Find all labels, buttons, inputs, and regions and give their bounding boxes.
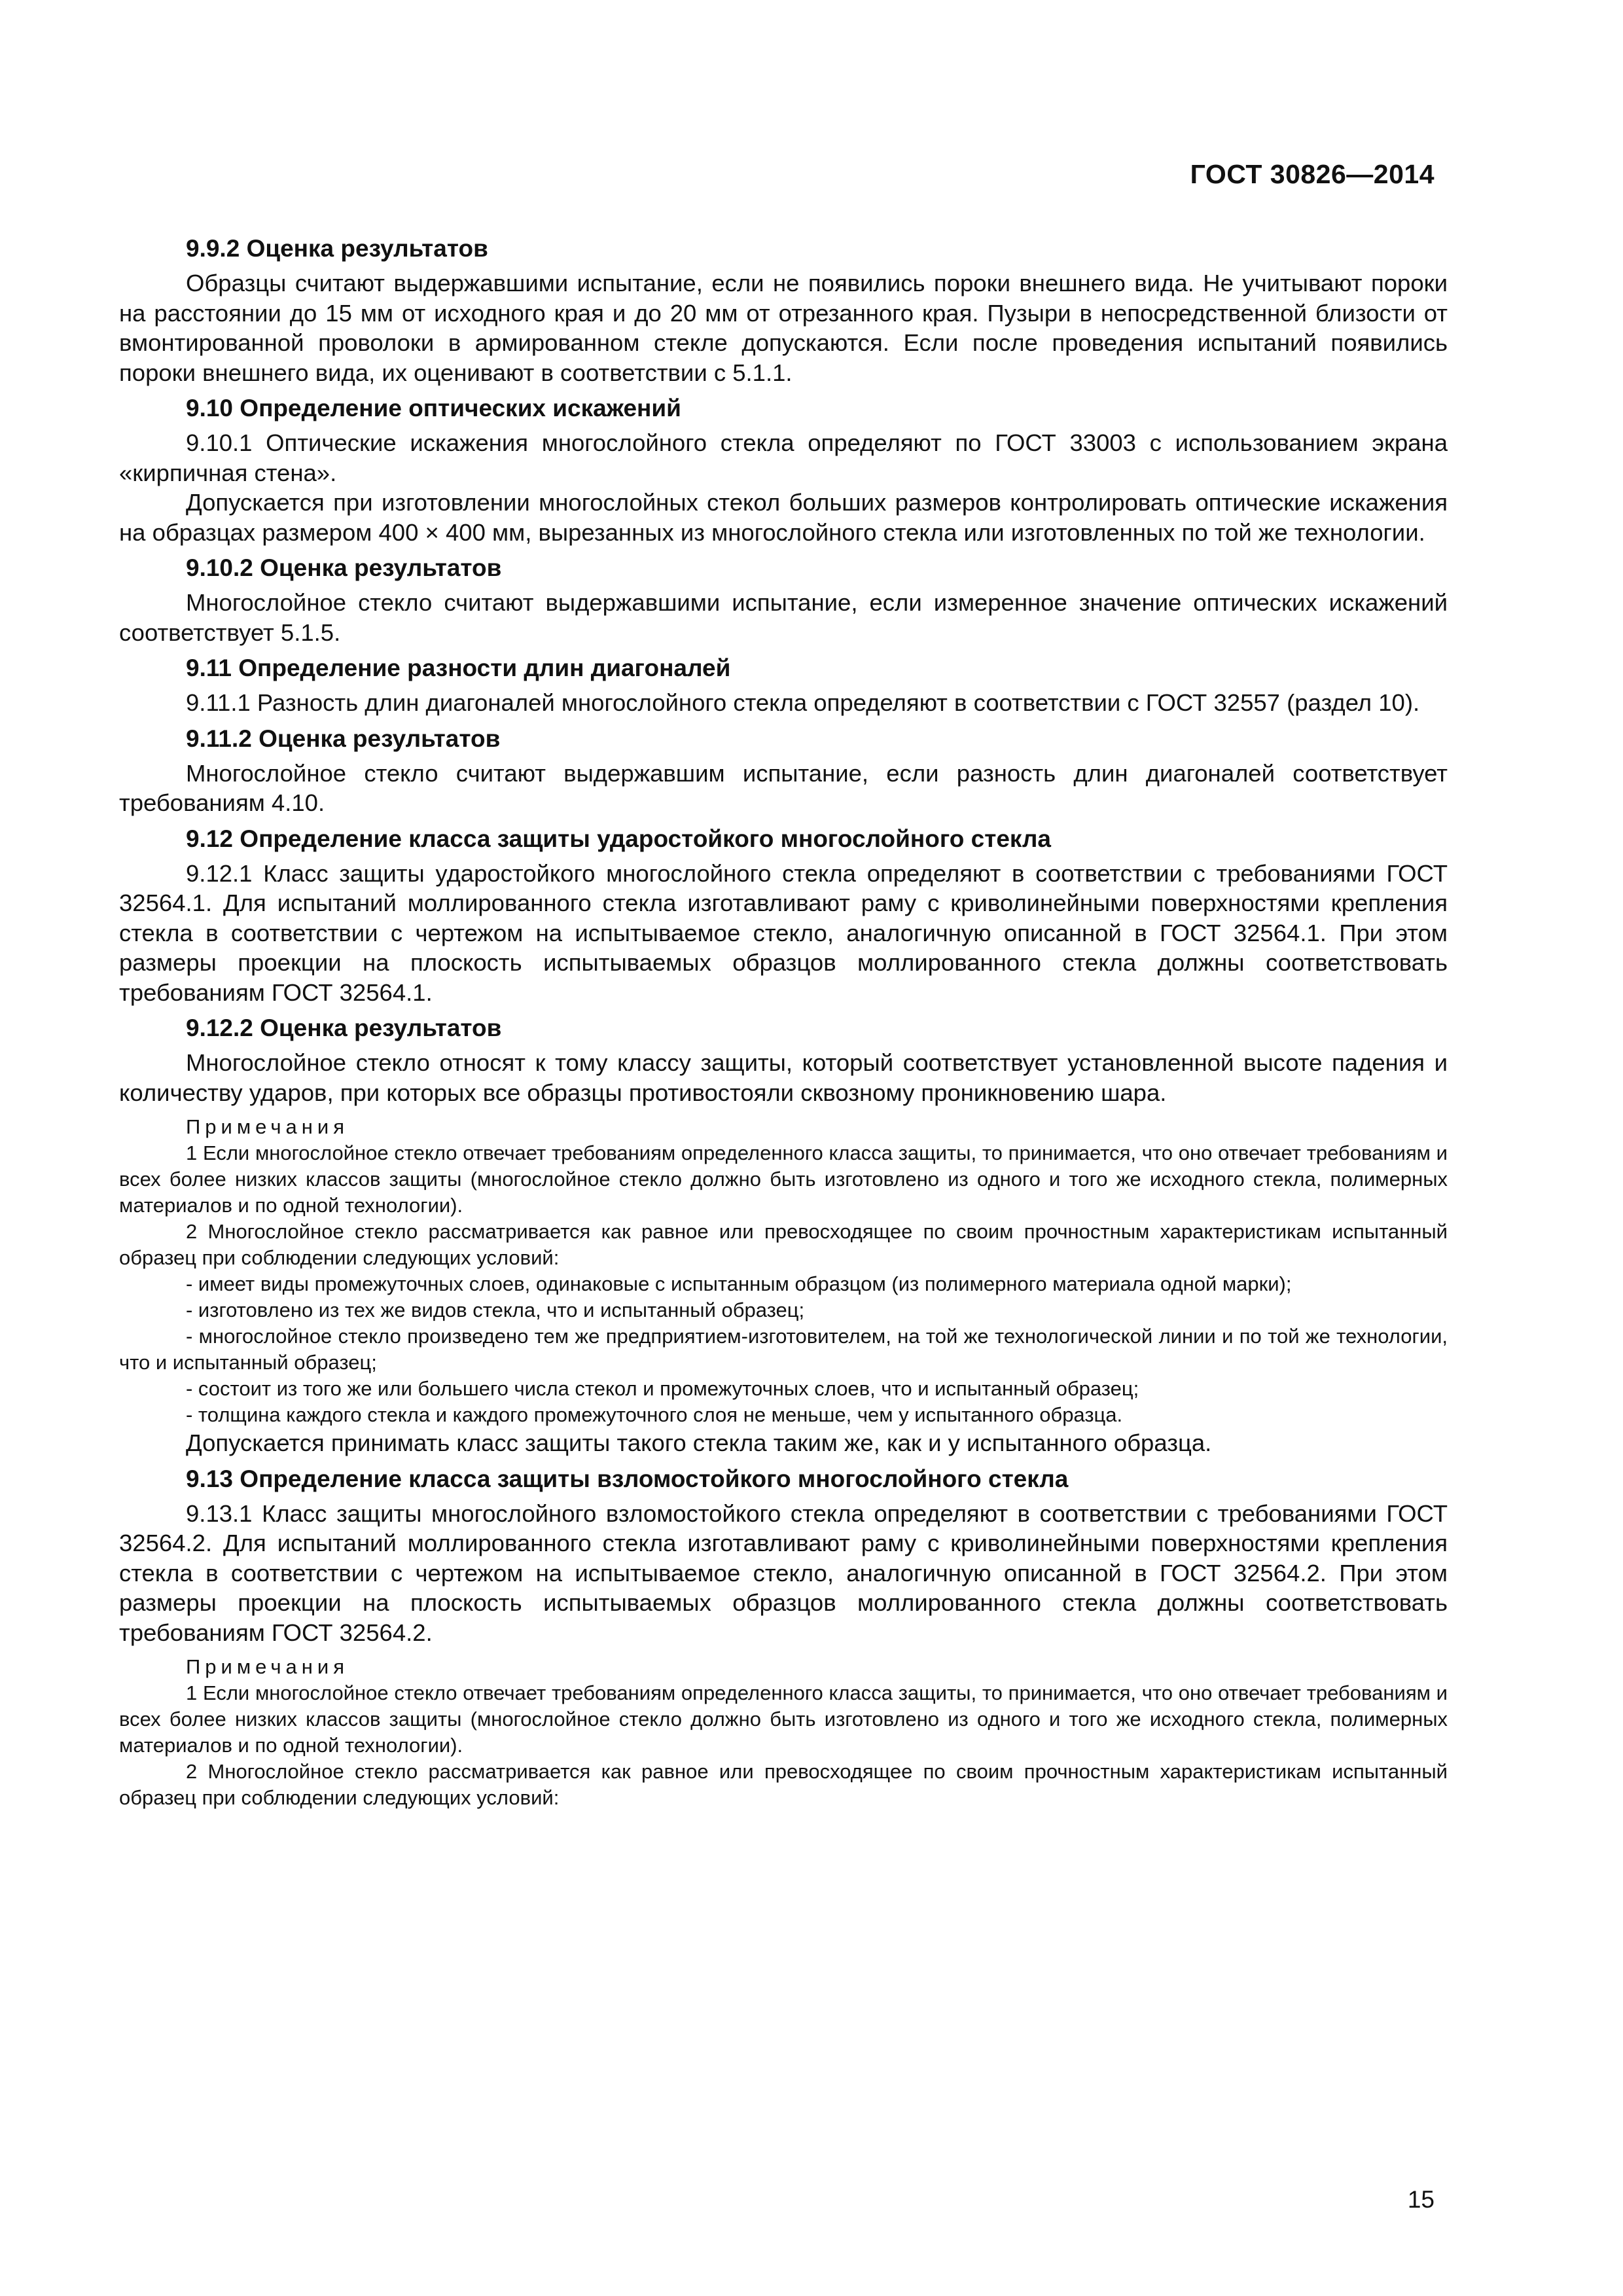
body-paragraph: Многослойное стекло относят к тому классу защиты, который соответствует установленной высоте падения и количеству ударов, при которых все образцы противостояли сквозному проникновению шара. [119,1049,1448,1106]
note-paragraph: - толщина каждого стекла и каждого промежуточного слоя не меньше, чем у испытанного образца. [186,1403,1123,1426]
section-heading: 9.13 Определение класса защиты взломостойкого многослойного стекла [186,1465,1069,1492]
body-paragraph: Образцы считают выдержавшими испытание, если не появились пороки внешнего вида. Не учитывают пороки на расстоянии до 15 мм от исходного края и до 20 мм от отрезанного края. Пузыри в непосредственной близости от вмонтированной проволоки в армированном стекле допускаются. Если после проведения испытаний появились пороки внешнего вида, их оценивают в соответствии с 5.1.1. [119,270,1448,386]
body-paragraph: Допускается при изготовлении многослойных стекол больших размеров контролировать оптические искажения на образцах размером 400 × 400 мм, вырезанных из многослойного стекла или изготовленных по той же технологии. [119,489,1448,546]
section-heading: 9.11.2 Оценка результатов [186,725,501,752]
notes-title: Примечания [186,1655,349,1678]
body-paragraph: Многослойное стекло считают выдержавшими испытание, если измеренное значение оптических искажений соответствует 5.1.5. [119,589,1448,646]
note-paragraph: - состоит из того же или большего числа стекол и промежуточных слоев, что и испытанный образец; [186,1377,1139,1400]
body-paragraph: Допускается принимать класс защиты такого стекла таким же, как и у испытанного образца. [186,1429,1212,1456]
section-heading: 9.10.2 Оценка результатов [186,554,502,581]
document-body [119,228,1448,1811]
note-paragraph: 1 Если многослойное стекло отвечает требованиям определенного класса защиты, то принимается, что оно отвечает требованиям и всех более низких классов защиты (многослойное стекло должно быть изготовлено из одного и того же исходного стекла, полимерных материалов и по одной технологии). [119,1141,1448,1217]
body-paragraph: 9.12.1 Класс защиты ударостойкого многослойного стекла определяют в соответствии с требованиями ГОСТ 32564.1. Для испытаний моллированного стекла изготавливают раму с криволинейными поверхностями крепления стекла в соответствии с чертежом на испытываемое стекло, аналогичную описанной в ГОСТ 32564.1. При этом размеры проекции на плоскость испытываемых образцов моллированного стекла должны соответствовать требованиям ГОСТ 32564.1. [119,859,1448,1006]
note-paragraph: 2 Многослойное стекло рассматривается как равное или превосходящее по своим прочностным характеристикам испытанный образец при соблюдении следующих условий: [119,1220,1448,1269]
section-heading: 9.12 Определение класса защиты ударостойкого многослойного стекла [186,825,1051,852]
note-paragraph: 1 Если многослойное стекло отвечает требованиям определенного класса защиты, то принимается, что оно отвечает требованиям и всех более низких классов защиты (многослойное стекло должно быть изготовлено из одного и того же исходного стекла, полимерных материалов и по одной технологии). [119,1681,1448,1757]
notes-title: Примечания [186,1115,349,1138]
body-paragraph: 9.11.1 Разность длин диагоналей многослойного стекла определяют в соответствии с ГОСТ 32557 (раздел 10). [186,689,1420,716]
note-paragraph: - изготовлено из тех же видов стекла, что и испытанный образец; [186,1299,805,1321]
section-heading: 9.11 Определение разности длин диагоналей [186,655,731,681]
body-paragraph: 9.10.1 Оптические искажения многослойного стекла определяют по ГОСТ 33003 с использованием экрана «кирпичная стена». [119,429,1448,486]
note-paragraph: - имеет виды промежуточных слоев, одинаковые с испытанным образцом (из полимерного материала одной марки); [186,1272,1292,1295]
body-paragraph: Многослойное стекло считают выдержавшим испытание, если разность длин диагоналей соответствует требованиям 4.10. [119,759,1448,816]
note-paragraph: - многослойное стекло произведено тем же предприятием-изготовителем, на той же технологической линии и по той же технологии, что и испытанный образец; [119,1325,1448,1374]
section-heading: 9.9.2 Оценка результатов [186,235,488,262]
body-paragraph: 9.13.1 Класс защиты многослойного взломостойкого стекла определяют в соответствии с требованиями ГОСТ 32564.2. Для испытаний моллированного стекла изготавливают раму с криволинейными поверхностями крепления стекла в соответствии с чертежом на испытываемое стекло, аналогичную описанной в ГОСТ 32564.2. При этом размеры проекции на плоскость испытываемых образцов моллированного стекла должны соответствовать требованиям ГОСТ 32564.2. [119,1499,1448,1646]
section-heading: 9.12.2 Оценка результатов [186,1014,502,1041]
page-number: 15 [1407,2186,1435,2213]
note-paragraph: 2 Многослойное стекло рассматривается как равное или превосходящее по своим прочностным характеристикам испытанный образец при соблюдении следующих условий: [119,1760,1448,1809]
document-code-header: ГОСТ 30826—2014 [1190,159,1435,189]
section-heading: 9.10 Определение оптических искажений [186,395,681,422]
